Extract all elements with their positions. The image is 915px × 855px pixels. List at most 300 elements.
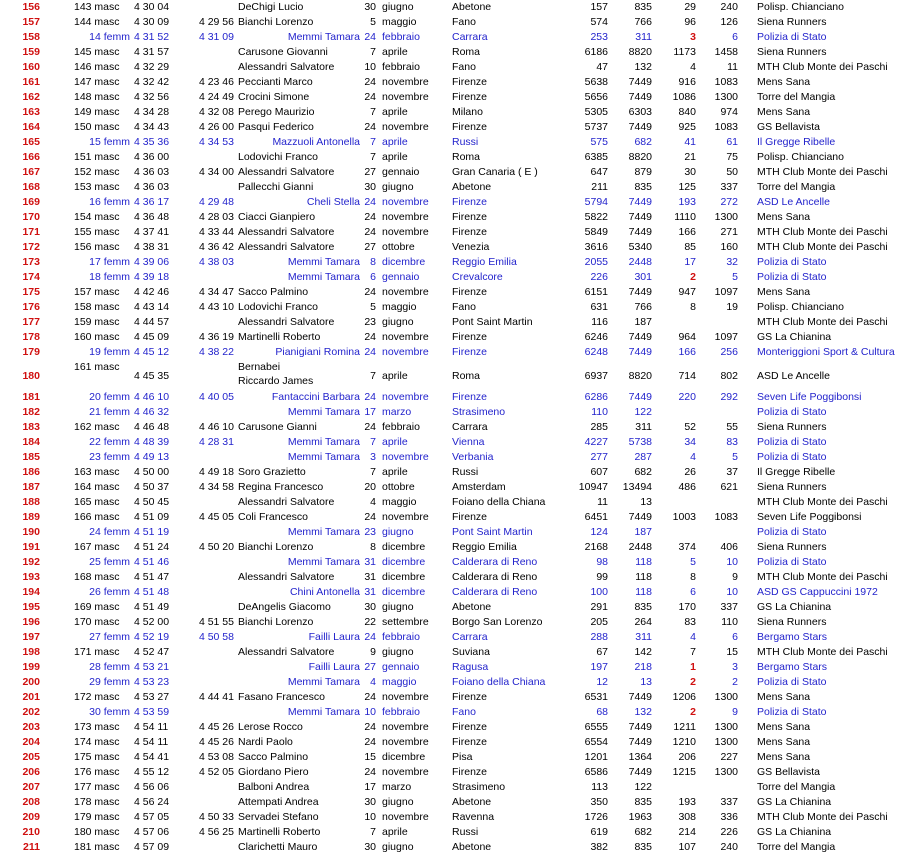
net-time-cell: 4 56 25 [198,826,234,838]
category-rank-cell: 175 masc [74,751,120,763]
day-cell: 7 [370,106,376,118]
net-time-cell: 4 51 55 [198,616,234,628]
race-city-cell: Firenze [452,736,488,748]
time-cell: 4 51 49 [134,601,170,613]
net-time-cell: 4 45 26 [198,721,234,733]
club-cell: Torre del Mangia [757,91,836,103]
category-total-cell: 83 [726,436,738,448]
month-cell: giugno [382,646,414,658]
day-cell: 24 [364,211,376,223]
day-cell: 31 [364,571,376,583]
category-position-cell: 193 [678,196,696,208]
category-position-cell: 170 [678,601,696,613]
athlete-name-cell: Failli Laura [308,631,360,643]
athlete-name-cell: Memmi Tamara [287,271,360,283]
category-rank-cell: 151 masc [74,151,120,163]
total-finishers-cell: 7449 [628,736,652,748]
race-city-cell: Russi [452,136,479,148]
time-cell: 4 51 46 [134,556,170,568]
month-cell: aprile [382,436,408,448]
category-total-cell: 9 [732,706,738,718]
month-cell: giugno [382,526,414,538]
day-cell: 7 [370,370,376,382]
athlete-name-cell: Lodovichi Franco [238,301,318,313]
rank-cell: 169 [22,196,40,208]
total-finishers-cell: 301 [634,271,652,283]
club-cell: Polizia di Stato [757,676,827,688]
time-cell: 4 51 19 [134,526,170,538]
overall-position-cell: 6248 [584,346,608,358]
day-cell: 24 [364,766,376,778]
club-cell: Seven Life Poggibonsi [757,511,862,523]
month-cell: aprile [382,826,408,838]
overall-position-cell: 2055 [584,256,608,268]
net-time-cell: 4 50 33 [198,811,234,823]
time-cell: 4 51 09 [134,511,170,523]
club-cell: GS La Chianina [757,601,832,613]
category-position-cell: 1003 [672,511,696,523]
table-row [0,255,915,270]
category-rank-cell: 160 masc [74,331,120,343]
category-rank-cell: 174 masc [74,736,120,748]
net-time-cell: 4 45 05 [198,511,234,523]
category-rank-cell: 21 femm [89,406,130,418]
overall-position-cell: 350 [590,796,608,808]
net-time-cell: 4 34 58 [198,481,234,493]
athlete-name-cell: Ciacci Gianpiero [238,211,316,223]
day-cell: 5 [370,16,376,28]
total-finishers-cell: 1963 [628,811,652,823]
month-cell: gennaio [382,166,420,178]
total-finishers-cell: 122 [634,781,652,793]
race-city-cell: Verbania [452,451,494,463]
net-time-cell: 4 23 46 [198,76,234,88]
total-finishers-cell: 118 [635,586,652,598]
category-position-cell: 206 [678,751,696,763]
category-position-cell: 4 [690,451,696,463]
day-cell: 7 [370,826,376,838]
club-cell: Polisp. Chianciano [757,151,844,163]
month-cell: novembre [382,811,429,823]
category-rank-cell: 29 femm [89,676,130,688]
month-cell: dicembre [382,541,426,553]
category-rank-cell: 24 femm [89,526,130,538]
race-city-cell: Reggio Emilia [452,541,517,553]
race-city-cell: Abetone [452,1,492,13]
time-cell: 4 30 04 [134,1,170,13]
category-position-cell: 840 [678,106,696,118]
month-cell: maggio [382,496,417,508]
athlete-name-cell: Memmi Tamara [287,436,360,448]
category-position-cell: 6 [690,586,696,598]
rank-cell: 181 [22,391,40,403]
overall-position-cell: 211 [591,181,608,193]
club-cell: Polizia di Stato [757,556,827,568]
category-rank-cell: 30 femm [89,706,130,718]
category-total-cell: 1300 [714,91,738,103]
net-time-cell: 4 34 47 [198,286,234,298]
race-city-cell: Foiano della Chiana [452,676,546,688]
month-cell: novembre [382,721,429,733]
total-finishers-cell: 766 [634,16,652,28]
day-cell: 7 [370,151,376,163]
total-finishers-cell: 287 [634,451,652,463]
race-city-cell: Strasimeno [452,406,506,418]
category-rank-cell: 143 masc [74,1,120,13]
total-finishers-cell: 187 [634,526,652,538]
total-finishers-cell: 7449 [628,346,652,358]
table-row [0,615,915,630]
time-cell: 4 39 06 [134,256,170,268]
table-row [0,165,915,180]
overall-position-cell: 68 [596,706,608,718]
rank-cell: 191 [22,541,40,553]
category-position-cell: 308 [678,811,696,823]
rank-cell: 204 [22,736,40,748]
athlete-name-cell: Martinelli Roberto [238,331,321,343]
overall-position-cell: 574 [590,16,608,28]
club-cell: Polisp. Chianciano [757,1,844,13]
club-cell: Polizia di Stato [757,271,827,283]
month-cell: novembre [382,91,429,103]
day-cell: 5 [370,301,376,313]
athlete-name-cell: Memmi Tamara [287,706,360,718]
club-cell: Mens Sana [757,721,811,733]
day-cell: 24 [364,91,376,103]
race-city-cell: Pont Saint Martin [452,526,533,538]
category-total-cell: 1300 [714,736,738,748]
club-cell: Bergamo Stars [757,631,828,643]
time-cell: 4 43 14 [134,301,170,313]
time-cell: 4 39 18 [134,271,170,283]
total-finishers-cell: 7449 [628,211,652,223]
day-cell: 15 [364,751,376,763]
rank-cell: 199 [22,661,40,673]
category-position-cell: 8 [690,571,696,583]
day-cell: 3 [370,451,376,463]
category-position-cell: 374 [678,541,696,553]
time-cell: 4 45 35 [134,370,170,382]
month-cell: novembre [382,196,429,208]
athlete-name-cell: Alessandri Salvatore [238,571,335,583]
time-cell: 4 48 39 [134,436,170,448]
rank-cell: 156 [22,1,40,13]
athlete-name-cell: Bernabei Riccardo James [238,361,314,387]
race-city-cell: Reggio Emilia [452,256,517,268]
race-city-cell: Calderara di Reno [452,556,538,568]
table-row [0,705,915,720]
month-cell: novembre [382,451,429,463]
club-cell: Mens Sana [757,286,811,298]
net-time-cell: 4 49 18 [198,466,234,478]
category-rank-cell: 149 masc [74,106,120,118]
category-total-cell: 1083 [714,76,738,88]
category-position-cell: 214 [678,826,696,838]
net-time-cell: 4 36 19 [198,331,234,343]
day-cell: 7 [370,136,376,148]
rank-cell: 196 [22,616,40,628]
net-time-cell: 4 50 58 [198,631,234,643]
club-cell: Il Gregge Ribelle [757,136,836,148]
rank-cell: 159 [22,46,40,58]
overall-position-cell: 382 [590,841,608,853]
day-cell: 31 [364,586,376,598]
day-cell: 17 [364,406,376,418]
month-cell: gennaio [382,271,420,283]
category-total-cell: 5 [732,451,738,463]
total-finishers-cell: 7449 [628,121,652,133]
category-total-cell: 10 [726,586,738,598]
month-cell: novembre [382,121,429,133]
category-total-cell: 802 [720,370,738,382]
table-row [0,690,915,705]
total-finishers-cell: 118 [635,556,652,568]
time-cell: 4 46 48 [134,421,170,433]
race-city-cell: Roma [452,370,481,382]
category-position-cell: 17 [684,256,696,268]
rank-cell: 207 [22,781,40,793]
total-finishers-cell: 187 [634,316,652,328]
category-total-cell: 1300 [714,691,738,703]
net-time-cell: 4 50 20 [198,541,234,553]
time-cell: 4 38 31 [134,241,170,253]
category-position-cell: 30 [684,166,696,178]
category-total-cell: 240 [720,841,738,853]
category-total-cell: 1300 [714,211,738,223]
category-position-cell: 193 [678,796,696,808]
club-cell: ASD Le Ancelle [757,370,830,382]
athlete-name-cell: Soro Grazietto [238,466,306,478]
category-position-cell: 1 [690,661,696,673]
rank-cell: 177 [22,316,40,328]
rank-cell: 205 [22,751,40,763]
table-row [0,150,915,165]
category-rank-cell: 22 femm [89,436,130,448]
day-cell: 24 [364,421,376,433]
net-time-cell: 4 52 05 [198,766,234,778]
athlete-name-cell: Chini Antonella [289,586,360,598]
month-cell: giugno [382,316,414,328]
time-cell: 4 31 52 [134,31,170,43]
total-finishers-cell: 7449 [628,196,652,208]
overall-position-cell: 4227 [584,436,608,448]
category-rank-cell: 157 masc [74,286,120,298]
club-cell: MTH Club Monte dei Paschi [757,166,888,178]
club-cell: Siena Runners [757,46,827,58]
time-cell: 4 32 29 [134,61,170,73]
month-cell: febbraio [382,631,420,643]
overall-position-cell: 607 [590,466,608,478]
day-cell: 24 [364,721,376,733]
club-cell: GS La Chianina [757,826,832,838]
total-finishers-cell: 13494 [622,481,652,493]
total-finishers-cell: 682 [634,466,652,478]
table-row [0,105,915,120]
category-rank-cell: 19 femm [89,346,130,358]
club-cell: Siena Runners [757,541,827,553]
athlete-name-cell: Bianchi Lorenzo [238,541,314,553]
table-row [0,90,915,105]
table-row [0,480,915,495]
time-cell: 4 49 13 [134,451,170,463]
category-rank-cell: 170 masc [74,616,120,628]
time-cell: 4 56 06 [134,781,170,793]
category-position-cell: 85 [684,241,696,253]
net-time-cell: 4 40 05 [198,391,234,403]
total-finishers-cell: 7449 [628,511,652,523]
category-position-cell: 107 [678,841,696,853]
overall-position-cell: 6186 [584,46,608,58]
total-finishers-cell: 7449 [628,286,652,298]
day-cell: 6 [370,271,376,283]
table-row [0,645,915,660]
race-city-cell: Carrara [452,421,488,433]
rank-cell: 198 [22,646,40,658]
club-cell: Bergamo Stars [757,661,828,673]
club-cell: Polizia di Stato [757,406,827,418]
net-time-cell: 4 31 09 [198,31,234,43]
time-cell: 4 36 03 [134,166,170,178]
month-cell: febbraio [382,31,420,43]
total-finishers-cell: 7449 [628,391,652,403]
table-row [0,825,915,840]
athlete-name-cell: Failli Laura [308,661,360,673]
athlete-name-cell: Alessandri Salvatore [238,316,335,328]
total-finishers-cell: 7449 [628,691,652,703]
category-total-cell: 75 [726,151,738,163]
rank-cell: 183 [22,421,40,433]
net-time-cell: 4 45 26 [198,736,234,748]
day-cell: 20 [364,481,376,493]
month-cell: ottobre [382,481,415,493]
total-finishers-cell: 7449 [628,721,652,733]
race-city-cell: Firenze [452,196,488,208]
day-cell: 27 [364,166,376,178]
category-total-cell: 50 [726,166,738,178]
category-total-cell: 32 [726,256,738,268]
category-total-cell: 256 [720,346,738,358]
race-city-cell: Carrara [452,31,488,43]
category-position-cell: 1173 [673,46,696,58]
overall-position-cell: 6586 [584,766,608,778]
club-cell: MTH Club Monte dei Paschi [757,571,888,583]
overall-position-cell: 100 [590,586,608,598]
club-cell: Il Gregge Ribelle [757,466,836,478]
category-total-cell: 1458 [714,46,738,58]
category-total-cell: 240 [720,1,738,13]
overall-position-cell: 99 [596,571,608,583]
total-finishers-cell: 142 [634,646,652,658]
time-cell: 4 53 21 [134,661,170,673]
category-rank-cell: 27 femm [89,631,130,643]
category-position-cell: 3 [690,31,696,43]
overall-position-cell: 285 [590,421,608,433]
time-cell: 4 51 24 [134,541,170,553]
category-rank-cell: 162 masc [74,421,120,433]
category-rank-cell: 158 masc [74,301,120,313]
month-cell: settembre [382,616,429,628]
category-position-cell: 2 [690,271,696,283]
day-cell: 24 [364,691,376,703]
overall-position-cell: 110 [591,406,608,418]
athlete-name-cell: Fasano Francesco [238,691,325,703]
time-cell: 4 53 23 [134,676,170,688]
month-cell: aprile [382,106,408,118]
category-total-cell: 15 [726,646,738,658]
table-row [0,450,915,465]
day-cell: 24 [364,346,376,358]
total-finishers-cell: 1364 [628,751,652,763]
category-position-cell: 1206 [672,691,696,703]
total-finishers-cell: 5340 [628,241,652,253]
club-cell: Torre del Mangia [757,181,836,193]
table-row [0,735,915,750]
day-cell: 9 [370,646,376,658]
category-position-cell: 8 [690,301,696,313]
total-finishers-cell: 264 [634,616,652,628]
rank-cell: 184 [22,436,40,448]
table-row [0,45,915,60]
net-time-cell: 4 33 44 [198,226,234,238]
rank-cell: 182 [22,406,40,418]
rank-cell: 180 [22,370,40,382]
category-position-cell: 1086 [672,91,696,103]
rank-cell: 211 [23,841,40,853]
club-cell: ASD GS Cappuccini 1972 [757,586,878,598]
month-cell: novembre [382,766,429,778]
category-position-cell: 29 [684,1,696,13]
overall-position-cell: 5822 [584,211,608,223]
rank-cell: 176 [22,301,40,313]
race-city-cell: Calderara di Reno [452,586,538,598]
time-cell: 4 46 10 [134,391,170,403]
time-cell: 4 36 03 [134,181,170,193]
overall-position-cell: 6246 [584,331,608,343]
rank-cell: 158 [22,31,40,43]
overall-position-cell: 5849 [584,226,608,238]
rank-cell: 209 [22,811,40,823]
day-cell: 24 [364,511,376,523]
category-total-cell: 337 [720,601,738,613]
category-total-cell: 19 [726,301,738,313]
overall-position-cell: 291 [590,601,608,613]
athlete-name-cell: Clarichetti Mauro [238,841,318,853]
month-cell: marzo [382,781,412,793]
table-row [0,360,915,390]
category-rank-cell: 159 masc [74,316,120,328]
athlete-name-cell: Crocini Simone [238,91,310,103]
overall-position-cell: 288 [590,631,608,643]
athlete-name-cell: DeChigi Lucio [238,1,304,13]
total-finishers-cell: 835 [634,1,652,13]
rank-cell: 202 [22,706,40,718]
race-city-cell: Venezia [452,241,490,253]
day-cell: 10 [364,706,376,718]
athlete-name-cell: Peccianti Marco [238,76,313,88]
table-row [0,300,915,315]
category-rank-cell: 26 femm [89,586,130,598]
total-finishers-cell: 682 [634,826,652,838]
total-finishers-cell: 835 [634,181,652,193]
category-total-cell: 5 [732,271,738,283]
category-total-cell: 1097 [714,286,738,298]
table-row [0,120,915,135]
total-finishers-cell: 766 [634,301,652,313]
time-cell: 4 51 47 [134,571,170,583]
race-city-cell: Abetone [452,181,492,193]
rank-cell: 186 [22,466,40,478]
total-finishers-cell: 682 [634,136,652,148]
